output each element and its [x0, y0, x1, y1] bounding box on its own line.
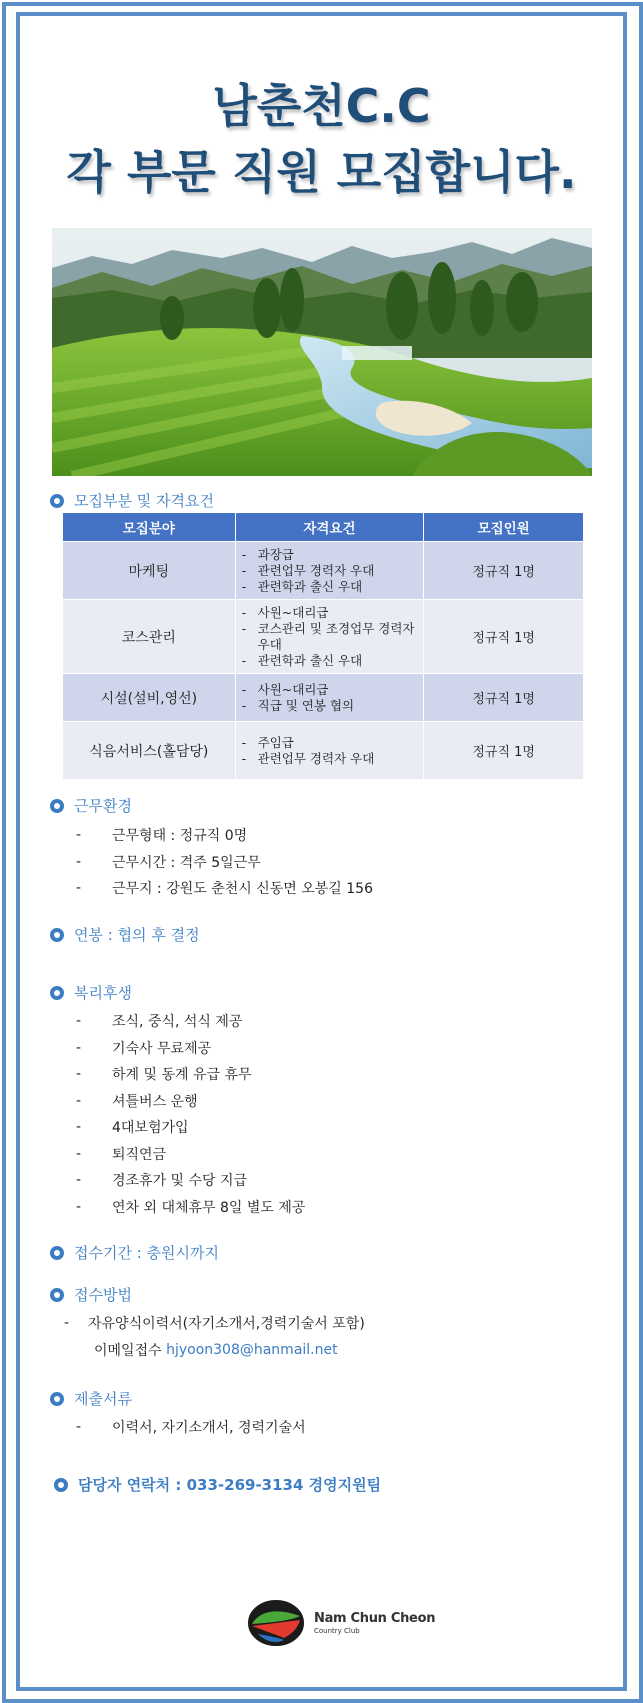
page-title: 남춘천C.C — [212, 79, 431, 133]
list-item: - 퇴직연금 — [76, 1145, 167, 1163]
logo-sub: Country Club — [314, 1627, 360, 1635]
row-count: 정규직 1명 — [424, 674, 584, 722]
section-method — [50, 1284, 132, 1305]
row-count: 정규직 1명 — [424, 600, 584, 674]
section-salary — [50, 924, 200, 945]
welfare-list — [76, 1008, 305, 1220]
row-field: 코스관리 — [63, 600, 236, 674]
list-item: - 4대보험가입 — [76, 1119, 189, 1137]
bullet-icon — [50, 1288, 64, 1302]
bullet-icon — [50, 1246, 64, 1260]
section-period — [50, 1242, 219, 1263]
contact-info: 담당자 연락처 : 033-269-3134 경영지원팀 — [78, 1476, 382, 1494]
row-quals: - 주임급 - 관련업무 경력자 우대 — [235, 722, 424, 780]
golf-course-illustration — [52, 228, 592, 476]
row-count: 정규직 1명 — [424, 722, 584, 780]
header-quals: 자격요건 — [235, 513, 424, 542]
section-environment-title: 근무환경 — [74, 797, 132, 815]
row-field: 식음서비스(홀담당) — [63, 722, 236, 780]
row-field: 마케팅 — [63, 542, 236, 600]
section-recruit — [50, 490, 214, 511]
section-contact — [54, 1474, 381, 1495]
club-logo-icon — [248, 1600, 304, 1646]
section-documents — [50, 1388, 132, 1409]
list-item: - 연차 외 대체휴무 8일 별도 제공 — [76, 1198, 306, 1216]
email-label: 이메일접수 — [94, 1342, 162, 1359]
list-item — [64, 1337, 365, 1364]
list-item: - 이력서, 자기소개서, 경력기술서 — [76, 1419, 306, 1437]
row-count: 정규직 1명 — [424, 542, 584, 600]
row-quals: - 사원~대리급 - 직급 및 연봉 협의 — [235, 674, 424, 722]
table-row — [63, 600, 584, 674]
email-link[interactable]: hjyoon308@hanmail.net — [166, 1341, 338, 1358]
table-row — [63, 722, 584, 780]
list-item: - 근무형태 : 정규직 0명 — [76, 827, 248, 845]
table-row — [63, 674, 584, 722]
list-item: - 셔틀버스 운행 — [76, 1092, 198, 1110]
section-period-title: 접수기간 : 충원시까지 — [74, 1244, 220, 1262]
list-item: - 근무지 : 강원도 춘천시 신동면 오봉길 156 — [76, 880, 373, 898]
environment-list — [76, 822, 373, 902]
list-item: - 경조휴가 및 수당 지급 — [76, 1172, 248, 1190]
section-environment — [50, 795, 132, 816]
header-field: 모집분야 — [63, 513, 236, 542]
list-item: - 근무시간 : 격주 5일근무 — [76, 853, 261, 871]
bullet-icon — [50, 1392, 64, 1406]
section-welfare-title: 복리후생 — [74, 984, 132, 1002]
section-recruit-title: 모집부분 및 자격요건 — [74, 492, 214, 510]
row-quals: - 과장급 - 관련업무 경력자 우대 - 관련학과 출신 우대 — [235, 542, 424, 600]
page-subtitle: 각 부문 직원 모집합니다. — [66, 145, 577, 199]
row-quals: - 사원~대리급 - 코스관리 및 조경업무 경력자 우대 - 관련학과 출신 우대 — [235, 600, 424, 674]
table-header-row — [63, 513, 584, 542]
golf-course-image — [52, 228, 592, 476]
method-list — [64, 1310, 365, 1363]
section-documents-title: 제출서류 — [74, 1390, 132, 1408]
logo-name: Nam Chun Cheon — [314, 1611, 436, 1626]
section-salary-title: 연봉 : 협의 후 결정 — [74, 926, 200, 944]
club-logo — [248, 1600, 435, 1646]
header-count: 모집인원 — [424, 513, 584, 542]
recruit-table — [62, 512, 584, 780]
table-row — [63, 542, 584, 600]
logo-text — [314, 1611, 435, 1635]
list-item: - 조식, 중식, 석식 제공 — [76, 1013, 243, 1031]
bullet-icon — [54, 1478, 68, 1492]
bullet-icon — [50, 799, 64, 813]
list-item: - 하계 및 동계 유급 휴무 — [76, 1066, 252, 1084]
bullet-icon — [50, 494, 64, 508]
section-welfare — [50, 982, 132, 1003]
list-item: - 기숙사 무료제공 — [76, 1039, 212, 1057]
section-method-title: 접수방법 — [74, 1286, 132, 1304]
documents-list — [76, 1414, 306, 1441]
bullet-icon — [50, 928, 64, 942]
bullet-icon — [50, 986, 64, 1000]
list-item: - 자유양식이력서(자기소개서,경력기술서 포함) — [64, 1315, 365, 1333]
row-field: 시설(설비,영선) — [63, 674, 236, 722]
